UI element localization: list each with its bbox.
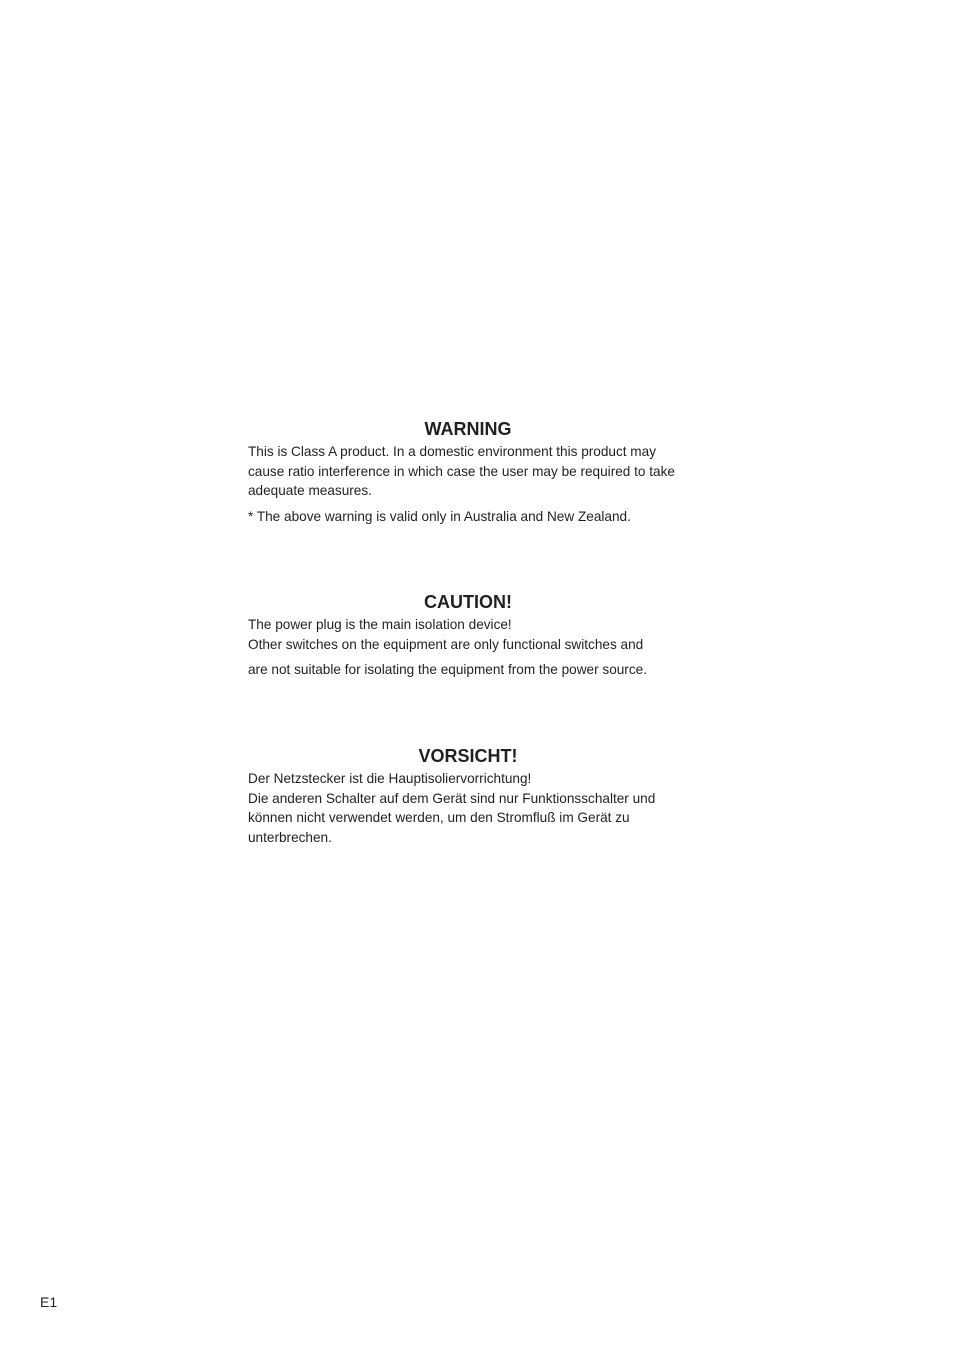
vorsicht-line-1: Der Netzstecker ist die Hauptisoliervorrichtung!	[248, 771, 532, 786]
caution-section	[248, 591, 688, 680]
caution-line-3: are not suitable for isolating the equipment from the power source.	[248, 662, 647, 677]
warning-note: * The above warning is valid only in Australia and New Zealand.	[248, 508, 631, 524]
vorsicht-line-2: Die anderen Schalter auf dem Gerät sind nur Funktionsschalter und können nicht verwendet werden, um den Stromfluß im Gerät zu unterbrechen.	[248, 790, 656, 845]
vorsicht-section	[248, 745, 688, 847]
warning-text: This is Class A product. In a domestic environment this product may cause ratio interference in which case the user may be required to take adequate measures.	[248, 444, 675, 498]
vorsicht-heading: VORSICHT!	[418, 746, 518, 766]
caution-line-2: Other switches on the equipment are only functional switches and	[248, 636, 644, 652]
page-number: E1	[40, 1294, 58, 1310]
caution-heading: CAUTION!	[424, 592, 512, 612]
warning-heading: WARNING	[424, 419, 512, 439]
caution-line-1: The power plug is the main isolation device!	[248, 617, 512, 632]
warning-section	[248, 418, 688, 526]
